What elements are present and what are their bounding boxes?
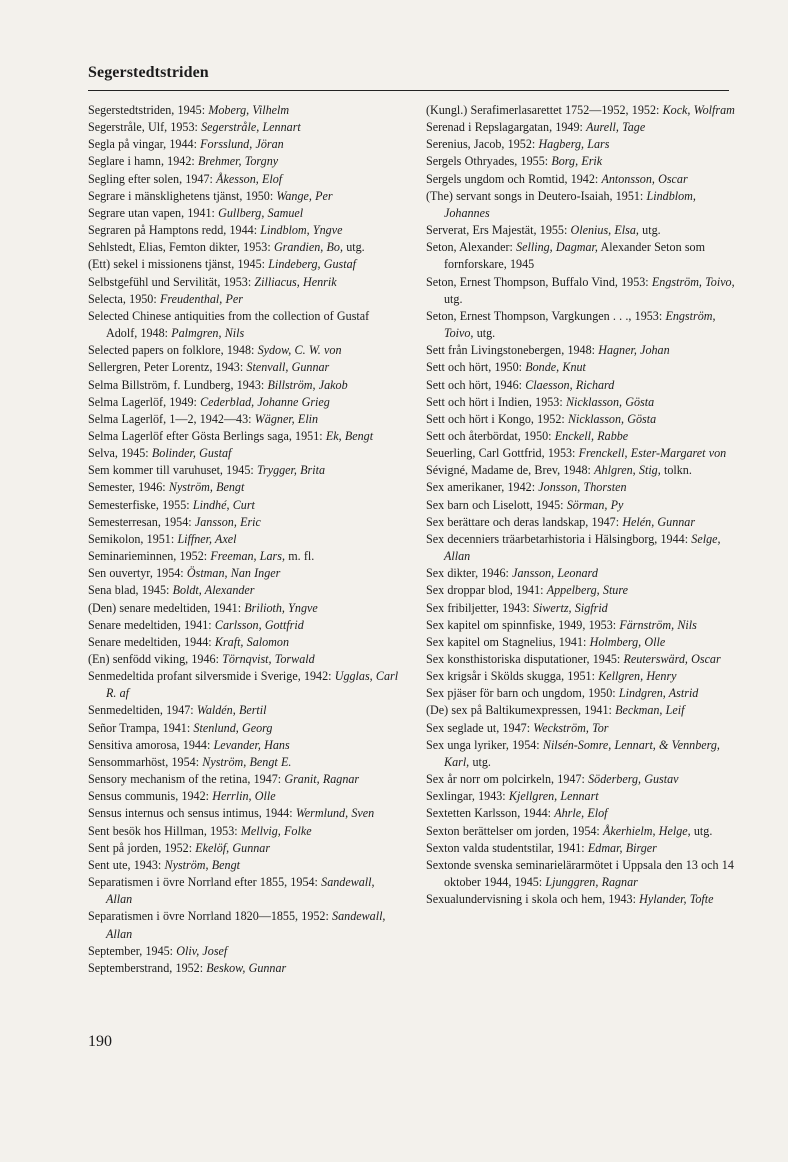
entry-author: Wägner, Elin: [254, 411, 319, 426]
entry-title: (De) sex på Baltikumexpressen, 1941:: [426, 703, 616, 718]
index-entry: [88, 205, 400, 222]
index-entry: [88, 771, 400, 788]
entry-title: Selected Chinese antiquities from the collection of Gustaf Adolf, 1948:: [88, 308, 370, 341]
entry-title: Sexlingar, 1943:: [426, 789, 509, 804]
entry-title: (En) senfödd viking, 1946:: [88, 652, 223, 666]
entry-title: Selva, 1945:: [88, 446, 152, 461]
entry-title: Selected papers on folklore, 1948:: [88, 343, 258, 358]
index-entry: [88, 222, 400, 239]
entry-title: Sensory mechanism of the retina, 1947:: [88, 772, 285, 787]
index-entry: [426, 651, 738, 668]
entry-title: Sex barn och Liselott, 1945:: [426, 497, 567, 512]
entry-note: utg.: [473, 326, 496, 341]
entry-author: Appelberg, Sture: [546, 583, 628, 598]
entry-title: Sett från Livingstonebergen, 1948:: [426, 343, 599, 358]
entry-title: Sex droppar blod, 1941:: [426, 583, 547, 598]
entry-author: Claesson, Richard: [525, 377, 615, 392]
entry-title: Sex fribiljetter, 1943:: [426, 600, 533, 615]
index-entry: [426, 685, 738, 702]
index-entry: [88, 479, 400, 496]
entry-title: Seton, Ernest Thompson, Vargkungen . . ., 1953:: [426, 308, 666, 323]
entry-author: Frenckell, Ester-Margaret von: [578, 446, 727, 461]
entry-author: Zilliacus, Henrik: [254, 274, 337, 289]
entry-author: Hagberg, Lars: [538, 137, 610, 152]
entry-author: Färnström, Nils: [619, 617, 697, 632]
entry-note: utg.: [638, 223, 661, 238]
entry-author: Edmar, Birger: [587, 840, 657, 855]
entry-title: Sensommarhöst, 1954:: [88, 754, 203, 769]
index-entry: [426, 153, 738, 170]
entry-author: Lindeberg, Gustaf: [268, 257, 357, 272]
index-entry: [88, 840, 400, 857]
index-entry: [88, 411, 400, 428]
entry-title: Sex berättare och deras landskap, 1947:: [426, 514, 623, 529]
index-entry: [88, 634, 400, 651]
entry-author: Ugglas, Carl R. af: [106, 669, 399, 701]
entry-author: Ahlgren, Stig,: [594, 463, 661, 478]
index-entry: [88, 462, 400, 479]
entry-author: Gullberg, Samuel: [218, 205, 304, 220]
index-entry: [88, 428, 400, 445]
entry-author: Freeman, Lars,: [210, 549, 285, 564]
index-entry: [426, 222, 738, 239]
entry-title: Sex seglade ut, 1947:: [426, 720, 534, 735]
entry-author: Carlsson, Gottfrid: [214, 617, 304, 632]
index-entry: [88, 788, 400, 805]
entry-title: (Den) senare medeltiden, 1941:: [88, 600, 245, 615]
entry-author: Sörman, Py: [566, 497, 624, 512]
index-entry: [426, 411, 738, 428]
entry-title: Sex år norr om polcirkeln, 1947:: [426, 772, 589, 787]
entry-author: Söderberg, Gustav: [588, 772, 679, 787]
entry-title: Serverat, Ers Majestät, 1955:: [426, 223, 571, 238]
entry-title: Selma Billström, f. Lundberg, 1943:: [88, 377, 268, 392]
index-entry: [426, 531, 738, 565]
index-entry: [88, 274, 400, 291]
entry-author: Billström, Jakob: [267, 377, 348, 392]
index-entry: [426, 634, 738, 651]
entry-title: Sett och återbördat, 1950:: [426, 428, 555, 443]
entry-title: Sensus internus och sensus intimus, 1944:: [88, 806, 296, 821]
entry-author: Brehmer, Torgny: [197, 154, 279, 169]
entry-author: Lindblom, Johannes: [444, 188, 696, 220]
entry-title: Selbstgefühl und Servilität, 1953:: [88, 274, 255, 289]
entry-title: Sex pjäser för barn och ungdom, 1950:: [426, 686, 619, 701]
entry-title: Seglare i hamn, 1942:: [88, 154, 198, 169]
entry-author: Hylander, Tofte: [639, 892, 714, 907]
entry-note: utg.: [469, 754, 491, 769]
entry-title: Segrare i mänsklighetens tjänst, 1950:: [88, 188, 277, 203]
entry-title: Seton, Ernest Thompson, Buffalo Vind, 1953:: [426, 274, 652, 289]
entry-title: Sex amerikaner, 1942:: [426, 480, 539, 495]
entry-author: Östman, Nan Inger: [186, 566, 281, 581]
index-entry: [88, 291, 400, 308]
index-entry: [88, 702, 400, 719]
entry-title: Sen ouvertyr, 1954:: [88, 566, 187, 581]
entry-author: Selge, Allan: [444, 531, 721, 564]
entry-author: Cederblad, Johanne Grieg: [200, 394, 330, 409]
entry-author: Trygger, Brita: [256, 463, 326, 478]
entry-title: Seminarieminnen, 1952:: [88, 549, 211, 564]
entry-title: Sensitiva amorosa, 1944:: [88, 737, 214, 752]
entry-author: Aurell, Tage: [586, 120, 646, 135]
entry-title: Separatismen i övre Norrland 1820—1855, 1952:: [88, 909, 333, 924]
entry-author: Kjellgren, Lennart: [508, 789, 599, 804]
entry-author: Lindblom, Yngve: [260, 223, 343, 238]
index-entry: [426, 891, 738, 908]
entry-author: Wermlund, Sven: [295, 806, 375, 821]
index-entry: [88, 908, 400, 942]
index-entry: [88, 256, 400, 273]
entry-author: Holmberg, Olle: [589, 634, 666, 649]
entry-title: Serenad i Repslagargatan, 1949:: [426, 120, 587, 135]
entry-author: Jonsson, Thorsten: [538, 480, 627, 495]
page-number: 190: [88, 1033, 112, 1050]
entry-author: Oliv, Josef: [176, 943, 228, 958]
index-entry: [88, 565, 400, 582]
entry-title: Sextetten Karlsson, 1944:: [426, 806, 555, 821]
index-entry: [426, 119, 738, 136]
entry-title: Senare medeltiden, 1944:: [88, 634, 215, 649]
index-entry: [88, 582, 400, 599]
entry-title: Sexualundervisning i skola och hem, 1943:: [426, 892, 640, 907]
entry-title: Selma Lagerlöf, 1949:: [88, 394, 201, 409]
entry-author: Mellvig, Folke: [240, 823, 312, 838]
entry-title: Sett och hört, 1946:: [426, 377, 526, 392]
entry-author: Jansson, Leonard: [512, 566, 598, 581]
entry-title: Sex konsthistoriska disputationer, 1945:: [426, 652, 624, 666]
entry-title: Sehlstedt, Elias, Femton dikter, 1953:: [88, 240, 274, 255]
entry-title: Separatismen i övre Norrland efter 1855, 1954:: [88, 875, 322, 890]
entry-author: Lindhé, Curt: [192, 497, 255, 512]
entry-title: Segrare utan vapen, 1941:: [88, 205, 219, 220]
entry-author: Herrlin, Olle: [212, 789, 276, 804]
entry-title: Señor Trampa, 1941:: [88, 720, 194, 735]
index-entry: [88, 805, 400, 822]
entry-author: Kraft, Salomon: [214, 634, 290, 649]
index-entry: [88, 377, 400, 394]
entry-title: (The) servant songs in Deutero-Isaiah, 1951:: [426, 188, 647, 203]
entry-title: September, 1945:: [88, 943, 177, 958]
entry-title: Sex dikter, 1946:: [426, 566, 513, 581]
entry-author: Olenius, Elsa,: [570, 223, 639, 238]
entry-title: Segling efter solen, 1947:: [88, 171, 217, 186]
index-entry: [88, 514, 400, 531]
index-entry: [88, 943, 400, 960]
entry-title: Sent besök hos Hillman, 1953:: [88, 823, 241, 838]
entry-title: Segerstråle, Ulf, 1953:: [88, 120, 202, 135]
entry-title: Sett och hört, 1950:: [426, 360, 526, 375]
entry-title: Sex kapitel om spinnfiske, 1949, 1953:: [426, 617, 620, 632]
index-entry: [426, 600, 738, 617]
index-entry: [426, 737, 738, 771]
index-entry: [88, 737, 400, 754]
entry-title: Sent ute, 1943:: [88, 857, 165, 872]
entry-author: Hagner, Johan: [598, 343, 670, 358]
entry-author: Antonsson, Oscar: [601, 171, 688, 186]
entry-title: Segraren på Hamptons redd, 1944:: [88, 223, 261, 238]
entry-title: Selma Lagerlöf efter Gösta Berlings saga, 1951:: [88, 428, 326, 443]
entry-note: utg.: [444, 291, 463, 306]
entry-author: Palmgren, Nils: [171, 326, 245, 341]
entry-title: Sex krigsår i Skölds skugga, 1951:: [426, 669, 599, 684]
index-entry: [426, 239, 738, 273]
entry-title: Sex kapitel om Stagnelius, 1941:: [426, 634, 590, 649]
entry-title: Senmedeltida profant silversmide i Sverige, 1942:: [88, 669, 335, 684]
entry-title: Seton, Alexander:: [426, 240, 517, 255]
entry-author: Ljunggren, Ragnar: [545, 875, 638, 890]
entry-author: Weckström, Tor: [533, 720, 609, 735]
entry-title: Sexton berättelser om jorden, 1954:: [426, 823, 603, 838]
index-column-left: [88, 102, 400, 977]
index-entry: [88, 171, 400, 188]
index-entry: [426, 702, 738, 719]
index-entry: [88, 308, 400, 342]
entry-author: Brilioth, Yngve: [244, 600, 318, 615]
entry-title: Sellergren, Peter Lorentz, 1943:: [88, 360, 247, 375]
entry-author: Segerstråle, Lennart: [201, 120, 301, 135]
entry-author: Wange, Per: [276, 188, 333, 203]
entry-title: Sexton valda studentstilar, 1941:: [426, 840, 588, 855]
entry-author: Waldén, Bertil: [196, 703, 267, 718]
entry-title: Sent på jorden, 1952:: [88, 840, 196, 855]
entry-author: Nilsén-Somre, Lennart, & Vennberg, Karl,: [444, 737, 720, 769]
entry-author: Sandewall, Allan: [106, 875, 375, 907]
entry-title: Semesterresan, 1954:: [88, 514, 195, 529]
index-entry: [426, 342, 738, 359]
index-entry: [88, 531, 400, 548]
entry-author: Borg, Erik: [551, 154, 603, 169]
entry-title: Sex unga lyriker, 1954:: [426, 737, 543, 752]
index-entry: [88, 720, 400, 737]
entry-author: Engström, Toivo,: [651, 274, 735, 289]
entry-author: Ekelöf, Gunnar: [195, 840, 271, 855]
entry-title: Septemberstrand, 1952:: [88, 960, 207, 975]
entry-author: Levander, Hans: [213, 737, 290, 752]
entry-title: Senmedeltiden, 1947:: [88, 703, 197, 718]
entry-note: utg.: [690, 823, 713, 838]
entry-title: Selecta, 1950:: [88, 291, 160, 306]
index-entry: [88, 445, 400, 462]
index-entry: [426, 497, 738, 514]
entry-author: Kellgren, Henry: [598, 669, 677, 684]
entry-author: Selling, Dagmar,: [516, 240, 598, 255]
index-entry: [426, 274, 738, 308]
index-entry: [88, 548, 400, 565]
entry-note: Alexander Seton som fornforskare, 1945: [444, 240, 705, 272]
index-entry: [88, 823, 400, 840]
entry-title: Sett och hört i Indien, 1953:: [426, 394, 566, 409]
entry-author: Bolinder, Gustaf: [151, 446, 232, 461]
entry-title: Sett och hört i Kongo, 1952:: [426, 411, 568, 426]
entry-author: Lindgren, Astrid: [618, 686, 699, 701]
entry-note: utg.: [343, 240, 365, 255]
entry-title: Sergels ungdom och Romtid, 1942:: [426, 171, 602, 186]
entry-title: (Kungl.) Serafimerlasarettet 1752—1952, 1952:: [426, 103, 663, 117]
entry-author: Åkesson, Elof: [216, 171, 283, 186]
entry-author: Boldt, Alexander: [172, 583, 255, 598]
entry-author: Siwertz, Sigfrid: [532, 600, 608, 615]
index-entry: [88, 239, 400, 256]
entry-author: Kock, Wolfram: [662, 103, 735, 117]
entry-title: Sextonde svenska seminarielärarmötet i Uppsala den 13 och 14 oktober 1944, 1945:: [426, 857, 734, 890]
entry-author: Bonde, Knut: [525, 360, 586, 375]
entry-note: tolkn.: [660, 463, 692, 478]
entry-title: Semester, 1946:: [88, 480, 169, 495]
index-entry: [426, 171, 738, 188]
index-entry: [426, 479, 738, 496]
entry-author: Engström, Toivo,: [444, 308, 716, 341]
entry-title: Sena blad, 1945:: [88, 583, 173, 598]
index-entry: [88, 651, 400, 668]
index-entry: [426, 771, 738, 788]
running-head: Segerstedtstriden: [88, 64, 209, 81]
index-entry: [426, 788, 738, 805]
index-entry: [88, 102, 400, 119]
entry-author: Forsslund, Jöran: [200, 137, 284, 152]
entry-author: Törnqvist, Torwald: [222, 652, 315, 666]
index-entry: [426, 840, 738, 857]
index-entry: [426, 359, 738, 376]
entry-author: Stenvall, Gunnar: [246, 360, 330, 375]
entry-author: Åkerhielm, Helge,: [603, 823, 691, 838]
index-entry: [426, 188, 738, 222]
index-entry: [88, 359, 400, 376]
entry-author: Moberg, Vilhelm: [208, 103, 290, 117]
index-entry: [88, 874, 400, 908]
index-entry: [426, 462, 738, 479]
entry-author: Nicklasson, Gösta: [567, 411, 657, 426]
entry-title: Segla på vingar, 1944:: [88, 137, 201, 152]
index-entry: [426, 582, 738, 599]
index-entry: [88, 136, 400, 153]
entry-author: Grandien, Bo,: [273, 240, 343, 255]
entry-title: Sergels Othryades, 1955:: [426, 154, 552, 169]
index-column-right: [426, 102, 738, 908]
entry-title: Senare medeltiden, 1941:: [88, 617, 215, 632]
entry-author: Nicklasson, Gösta: [565, 394, 655, 409]
entry-author: Ek, Bengt: [325, 428, 374, 443]
entry-author: Nyström, Bengt: [168, 480, 245, 495]
index-entry: [426, 823, 738, 840]
entry-author: Beckman, Leif: [615, 703, 685, 718]
entry-author: Ahrle, Elof: [554, 806, 608, 821]
index-entry: [88, 600, 400, 617]
index-entry: [88, 857, 400, 874]
index-entry: [426, 308, 738, 342]
index-entry: [88, 188, 400, 205]
index-entry: [426, 514, 738, 531]
index-entry: [426, 394, 738, 411]
entry-author: Jansson, Eric: [194, 514, 261, 529]
entry-title: (Ett) sekel i missionens tjänst, 1945:: [88, 257, 269, 272]
entry-author: Enckell, Rabbe: [554, 428, 629, 443]
entry-author: Nyström, Bengt: [164, 857, 240, 872]
index-entry: [426, 720, 738, 737]
index-entry: [426, 136, 738, 153]
entry-title: Sem kommer till varuhuset, 1945:: [88, 463, 257, 478]
entry-author: Sydow, C. W. von: [257, 343, 342, 358]
index-entry: [88, 960, 400, 977]
index-entry: [88, 119, 400, 136]
index-entry: [426, 805, 738, 822]
entry-author: Stenlund, Georg: [193, 720, 273, 735]
index-entry: [88, 497, 400, 514]
index-entry: [426, 102, 738, 119]
index-entry: [426, 617, 738, 634]
index-entry: [88, 394, 400, 411]
index-entry: [88, 668, 400, 702]
entry-title: Semesterfiske, 1955:: [88, 497, 193, 512]
entry-title: Sex decenniers träarbetarhistoria i Hälsingborg, 1944:: [426, 531, 692, 546]
entry-note: m. fl.: [285, 549, 315, 564]
index-entry: [88, 617, 400, 634]
index-entry: [426, 377, 738, 394]
header-rule: [88, 90, 729, 91]
index-entry: [88, 754, 400, 771]
index-entry: [88, 342, 400, 359]
entry-author: Granit, Ragnar: [284, 772, 360, 787]
entry-title: Selma Lagerlöf, 1—2, 1942—43:: [88, 411, 255, 426]
entry-author: Reuterswärd, Oscar: [623, 652, 721, 666]
entry-title: Semikolon, 1951:: [88, 531, 178, 546]
entry-title: Segerstedtstriden, 1945:: [88, 103, 209, 117]
index-entry: [426, 857, 738, 891]
index-entry: [88, 153, 400, 170]
entry-author: Liffner, Axel: [177, 531, 237, 546]
index-entry: [426, 565, 738, 582]
entry-title: Sensus communis, 1942:: [88, 789, 213, 804]
entry-author: Beskow, Gunnar: [206, 960, 287, 975]
index-entry: [426, 445, 738, 462]
entry-author: Freudenthal, Per: [159, 291, 243, 306]
entry-author: Helén, Gunnar: [622, 514, 696, 529]
index-entry: [426, 668, 738, 685]
entry-title: Sévigné, Madame de, Brev, 1948:: [426, 463, 595, 478]
index-entry: [426, 428, 738, 445]
entry-title: Seuerling, Carl Gottfrid, 1953:: [426, 446, 579, 461]
entry-author: Nyström, Bengt E.: [202, 754, 292, 769]
entry-title: Serenius, Jacob, 1952:: [426, 137, 539, 152]
entry-author: Sandewall, Allan: [106, 909, 386, 941]
